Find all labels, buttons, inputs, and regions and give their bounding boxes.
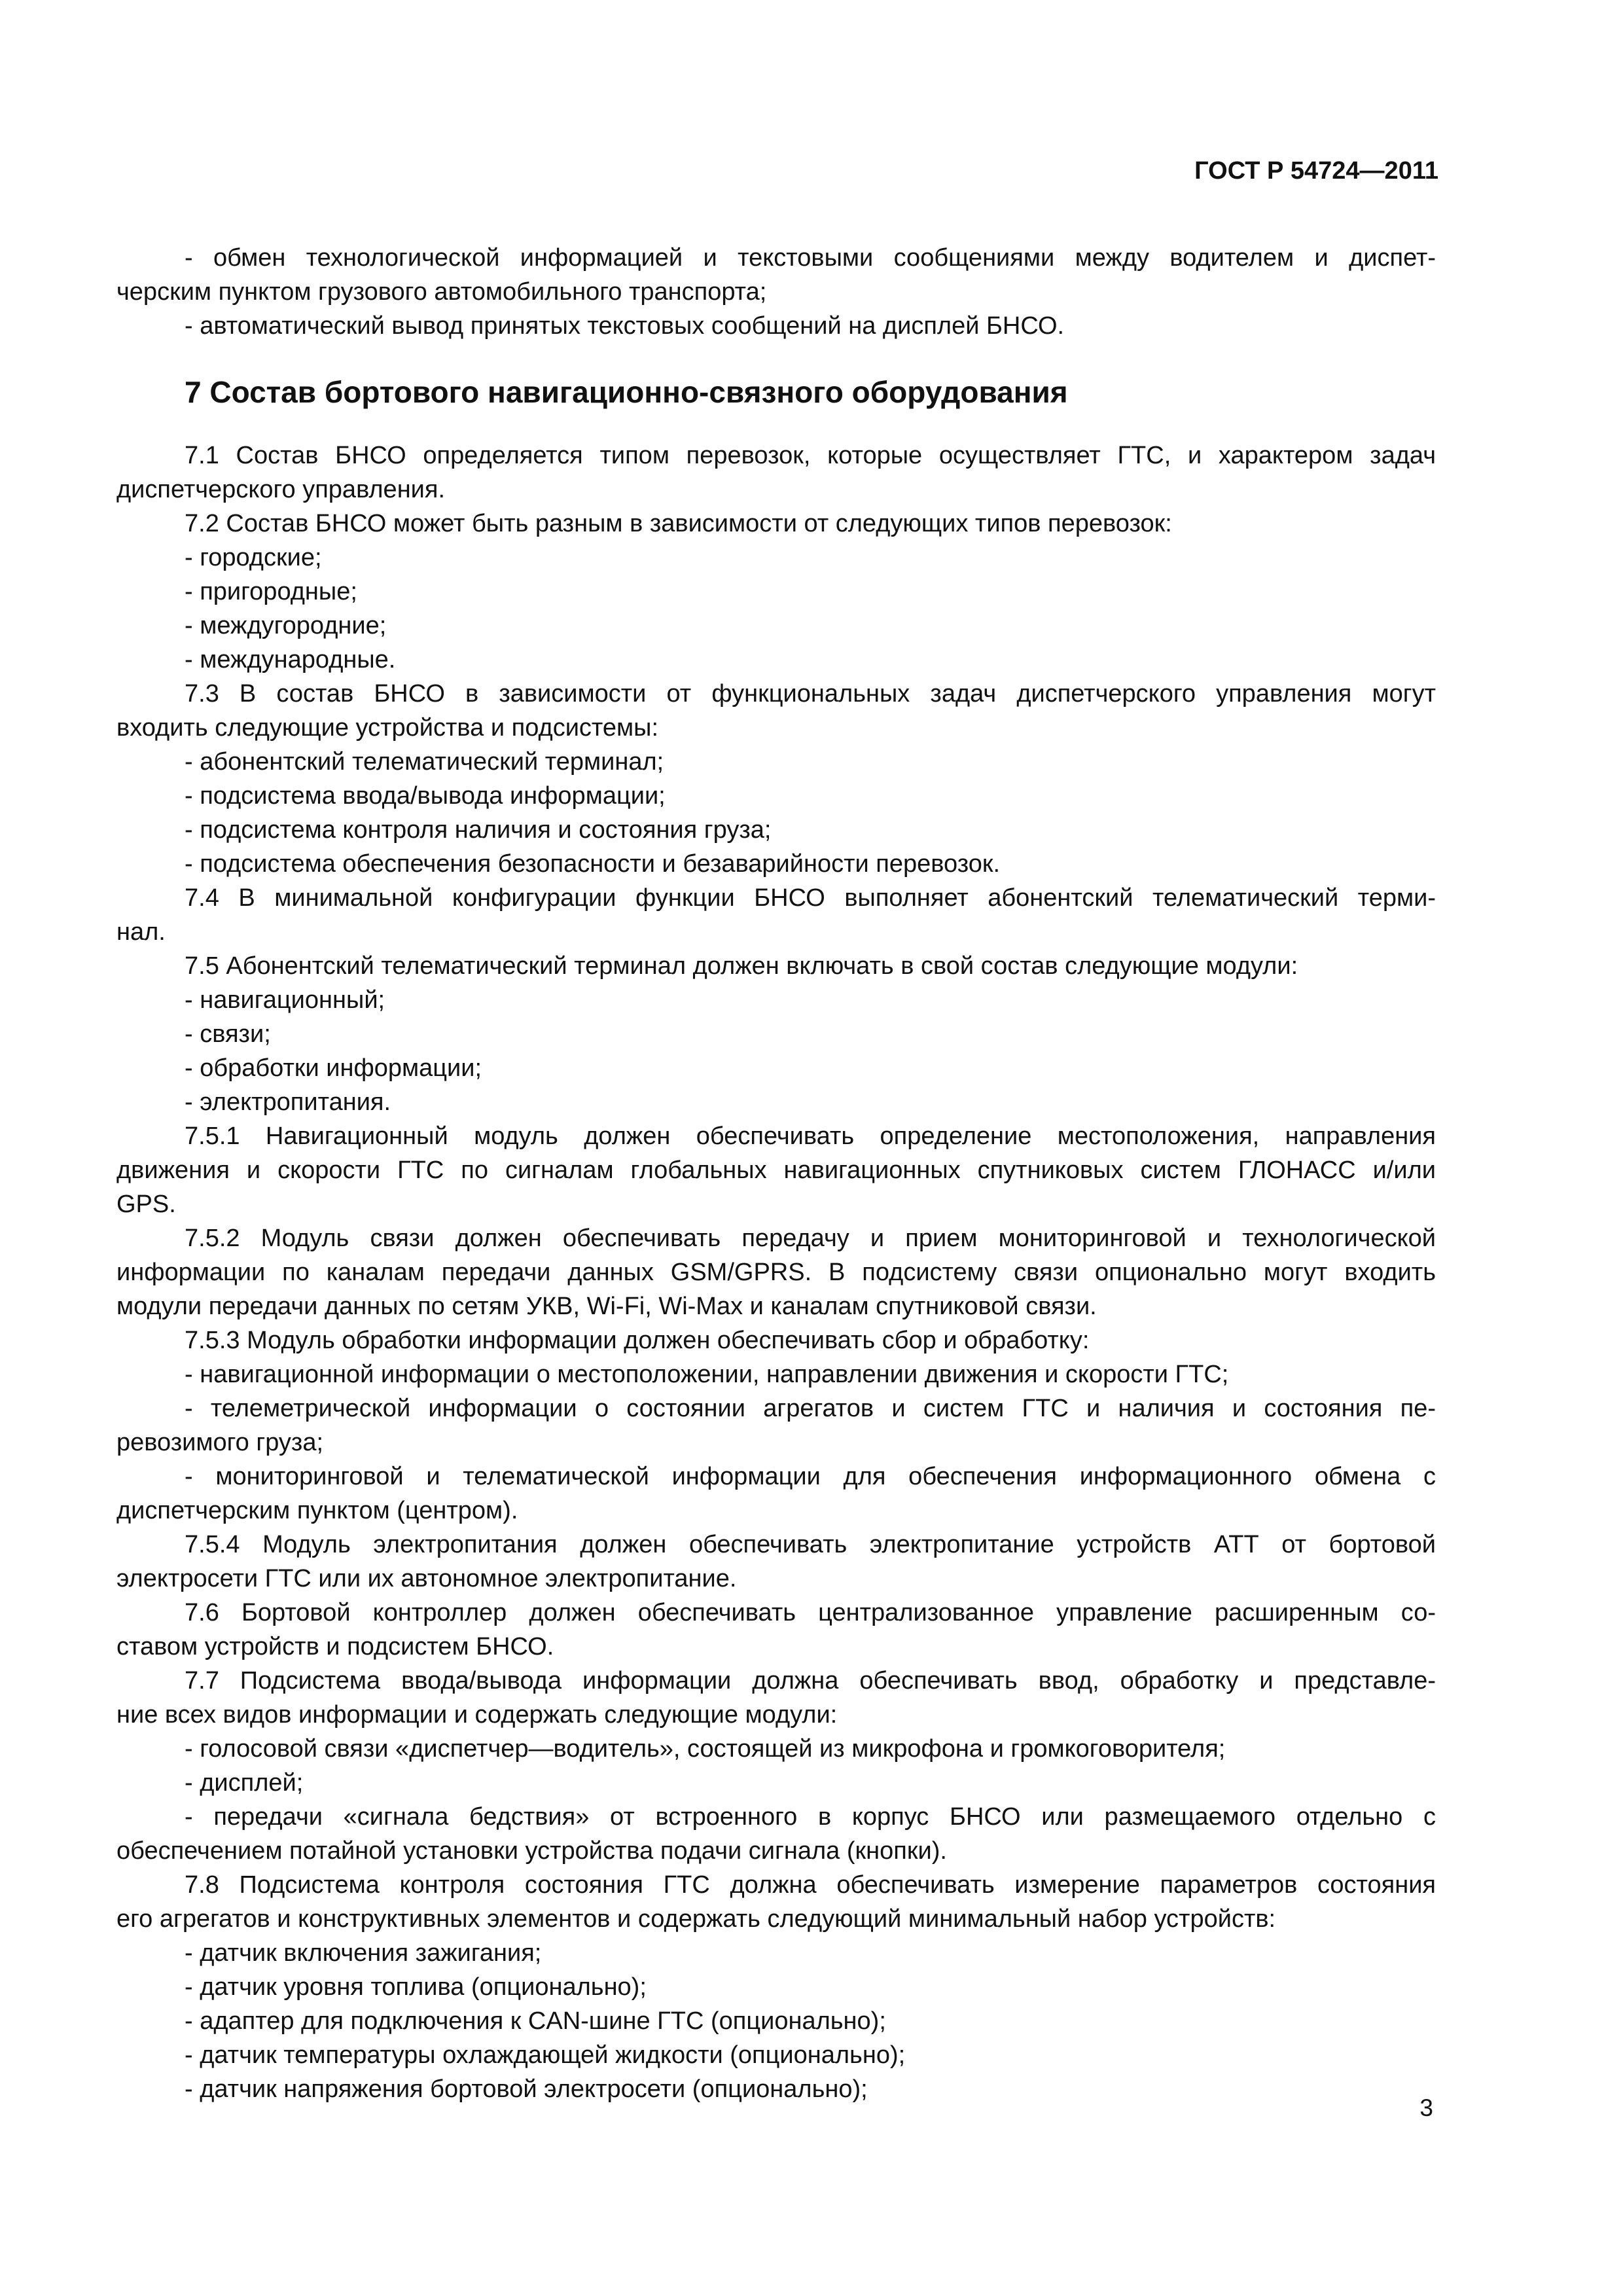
text-line: 7.4 В минимальной конфигурации функции БНСО выполняет абонентский телематический терми-: [185, 884, 1436, 912]
text-line: диспетчерского управления.: [116, 476, 446, 503]
text-line: 7.5.4 Модуль электропитания должен обеспечивать электропитание устройств АТТ от бортовой: [185, 1531, 1436, 1558]
text-line: - адаптер для подключения к CAN-шине ГТС (опционально);: [185, 2007, 886, 2035]
text-line: 7.5.2 Модуль связи должен обеспечивать передачу и прием мониторинговой и технологической: [185, 1225, 1436, 1252]
text-line: - передачи «сигнала бедствия» от встроенного в корпус БНСО или размещаемого отдельно с: [185, 1803, 1436, 1831]
text-line: обеспечением потайной установки устройства подачи сигнала (кнопки).: [116, 1837, 947, 1865]
text-line: его агрегатов и конструктивных элементов и содержать следующий минимальный набор устройств:: [116, 1905, 1276, 1933]
text-line: - мониторинговой и телематической информации для обеспечения информационного обмена с: [185, 1463, 1436, 1490]
text-line: - подсистема обеспечения безопасности и безаварийности перевозок.: [185, 850, 1001, 878]
text-line: - обмен технологической информацией и текстовыми сообщениями между водителем и диспет-: [185, 244, 1436, 272]
text-line: 7.5.3 Модуль обработки информации должен обеспечивать сбор и обработку:: [185, 1327, 1090, 1354]
text-line: 7.5.1 Навигационный модуль должен обеспечивать определение местоположения, направления: [185, 1122, 1436, 1150]
text-line: - междугородние;: [185, 612, 387, 639]
text-line: черским пунктом грузового автомобильного транспорта;: [116, 278, 767, 306]
text-line: - связи;: [185, 1020, 271, 1048]
text-line: - подсистема ввода/вывода информации;: [185, 782, 666, 810]
text-line: 7.8 Подсистема контроля состояния ГТС должна обеспечивать измерение параметров состояния: [185, 1871, 1436, 1899]
text-line: 7.2 Состав БНСО может быть разным в зависимости от следующих типов перевозок:: [185, 510, 1172, 537]
text-line: - датчик включения зажигания;: [185, 1939, 542, 1967]
text-line: - автоматический вывод принятых текстовых сообщений на дисплей БНСО.: [185, 312, 1065, 340]
text-line: 7.1 Состав БНСО определяется типом перевозок, которые осуществляет ГТС, и характером задач: [185, 442, 1436, 469]
text-line: 7.7 Подсистема ввода/вывода информации должна обеспечивать ввод, обработку и представле-: [185, 1667, 1436, 1695]
text-line: - датчик температуры охлаждающей жидкости (опционально);: [185, 2041, 906, 2069]
text-line: - навигационной информации о местоположении, направлении движения и скорости ГТС;: [185, 1361, 1229, 1388]
text-line: электросети ГТС или их автономное электропитание.: [116, 1565, 737, 1592]
text-line: - пригородные;: [185, 578, 357, 605]
text-line: - датчик напряжения бортовой электросети (опционально);: [185, 2075, 868, 2103]
text-line: - абонентский телематический терминал;: [185, 748, 664, 776]
section-heading: 7 Состав бортового навигационно-связного оборудования: [185, 375, 1068, 409]
text-line: модули передачи данных по сетям УКВ, Wi-Fi, Wi-Max и каналам спутниковой связи.: [116, 1293, 1097, 1320]
text-line: - международные.: [185, 646, 396, 673]
text-line: входить следующие устройства и подсистемы:: [116, 714, 659, 742]
text-line: - голосовой связи «диспетчер—водитель», состоящей из микрофона и громкоговорителя;: [185, 1735, 1226, 1763]
text-line: 7.5 Абонентский телематический терминал должен включать в свой состав следующие модули:: [185, 952, 1298, 980]
text-line: нал.: [116, 918, 166, 946]
text-line: диспетчерским пунктом (центром).: [116, 1497, 518, 1524]
text-line: GPS.: [116, 1191, 176, 1218]
text-line: - дисплей;: [185, 1769, 304, 1797]
text-line: - датчик уровня топлива (опционально);: [185, 1973, 647, 2001]
text-line: - обработки информации;: [185, 1054, 482, 1082]
text-line: информации по каналам передачи данных GSM/GPRS. В подсистему связи опционально могут входить: [116, 1259, 1436, 1286]
standard-designation: ГОСТ Р 54724—2011: [1194, 157, 1438, 185]
page-number: 3: [1419, 2094, 1433, 2121]
text-line: 7.6 Бортовой контроллер должен обеспечивать централизованное управление расширенным со-: [185, 1599, 1436, 1626]
text-line: - электропитания.: [185, 1088, 391, 1116]
text-line: ставом устройств и подсистем БНСО.: [116, 1633, 554, 1660]
text-line: ние всех видов информации и содержать следующие модули:: [116, 1701, 838, 1729]
text-line: - навигационный;: [185, 986, 385, 1014]
text-line: 7.3 В состав БНСО в зависимости от функциональных задач диспетчерского управления могут: [185, 680, 1436, 708]
text-line: - телеметрической информации о состоянии агрегатов и систем ГТС и наличия и состояния пе-: [185, 1395, 1436, 1422]
text-line: движения и скорости ГТС по сигналам глобальных навигационных спутниковых систем ГЛОНАСС и/или: [116, 1157, 1436, 1184]
text-line: - городские;: [185, 544, 322, 571]
text-line: - подсистема контроля наличия и состояния груза;: [185, 816, 772, 844]
text-line: ревозимого груза;: [116, 1429, 324, 1456]
